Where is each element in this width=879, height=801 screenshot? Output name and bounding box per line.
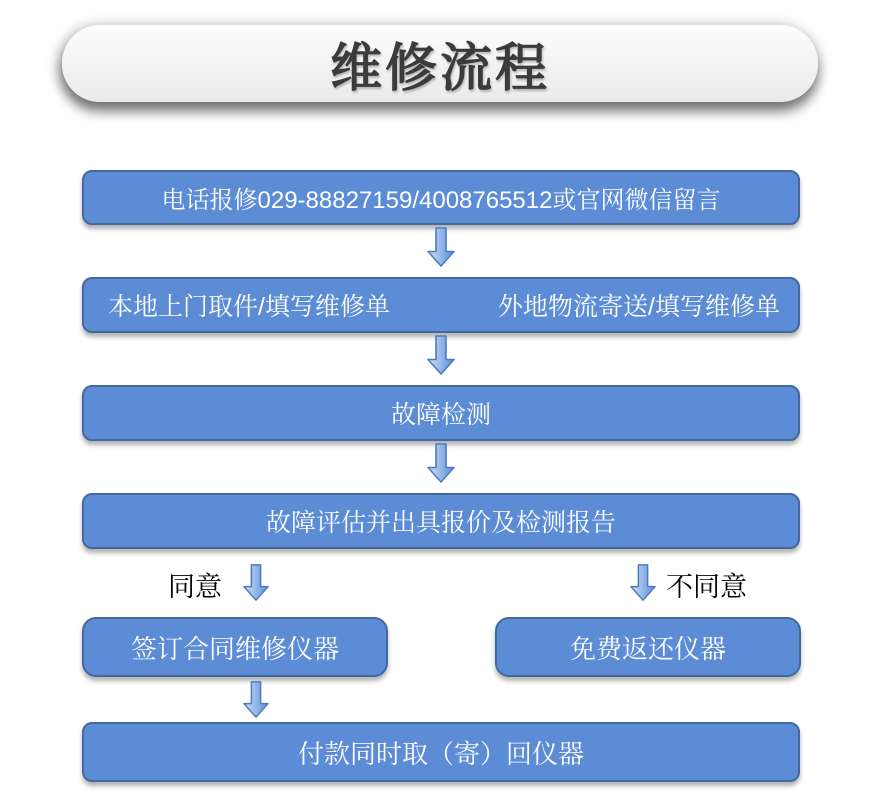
step-phone-report-label: 电话报修029-88827159/4008765512或官网微信留言 [161,187,721,214]
down-arrow-icon [427,443,455,483]
step-fault-detection-label: 故障检测 [390,401,491,429]
step-payment-return-box [82,722,800,782]
down-arrow-icon [427,335,455,375]
step-phone-report-box [82,170,800,225]
step-pickup-local-label: 本地上门取件/填写维修单 [108,293,390,321]
down-arrow-icon [243,681,269,718]
step-fault-detection-box [82,385,800,441]
branch-sign-contract-label: 签订合同维修仪器 [130,633,339,664]
branch-sign-contract-box [82,617,388,677]
branch-disagree-label: 不同意 [666,572,747,602]
down-arrow-icon [243,563,269,602]
branch-free-return-box [495,617,801,677]
step-pickup-box [82,277,800,333]
down-arrow-icon [427,227,455,267]
step-evaluation-label: 故障评估并出具报价及检测报告 [265,509,616,537]
page-title: 维修流程 [329,40,550,98]
step-pickup-remote-label: 外地物流寄送/填写维修单 [498,293,780,321]
down-arrow-icon [630,563,656,602]
step-evaluation-box [82,493,800,549]
title-banner [62,25,818,102]
step-payment-return-label: 付款同时取（寄）回仪器 [297,738,584,769]
branch-free-return-label: 免费返还仪器 [569,633,726,664]
branch-agree-label: 同意 [168,572,222,602]
